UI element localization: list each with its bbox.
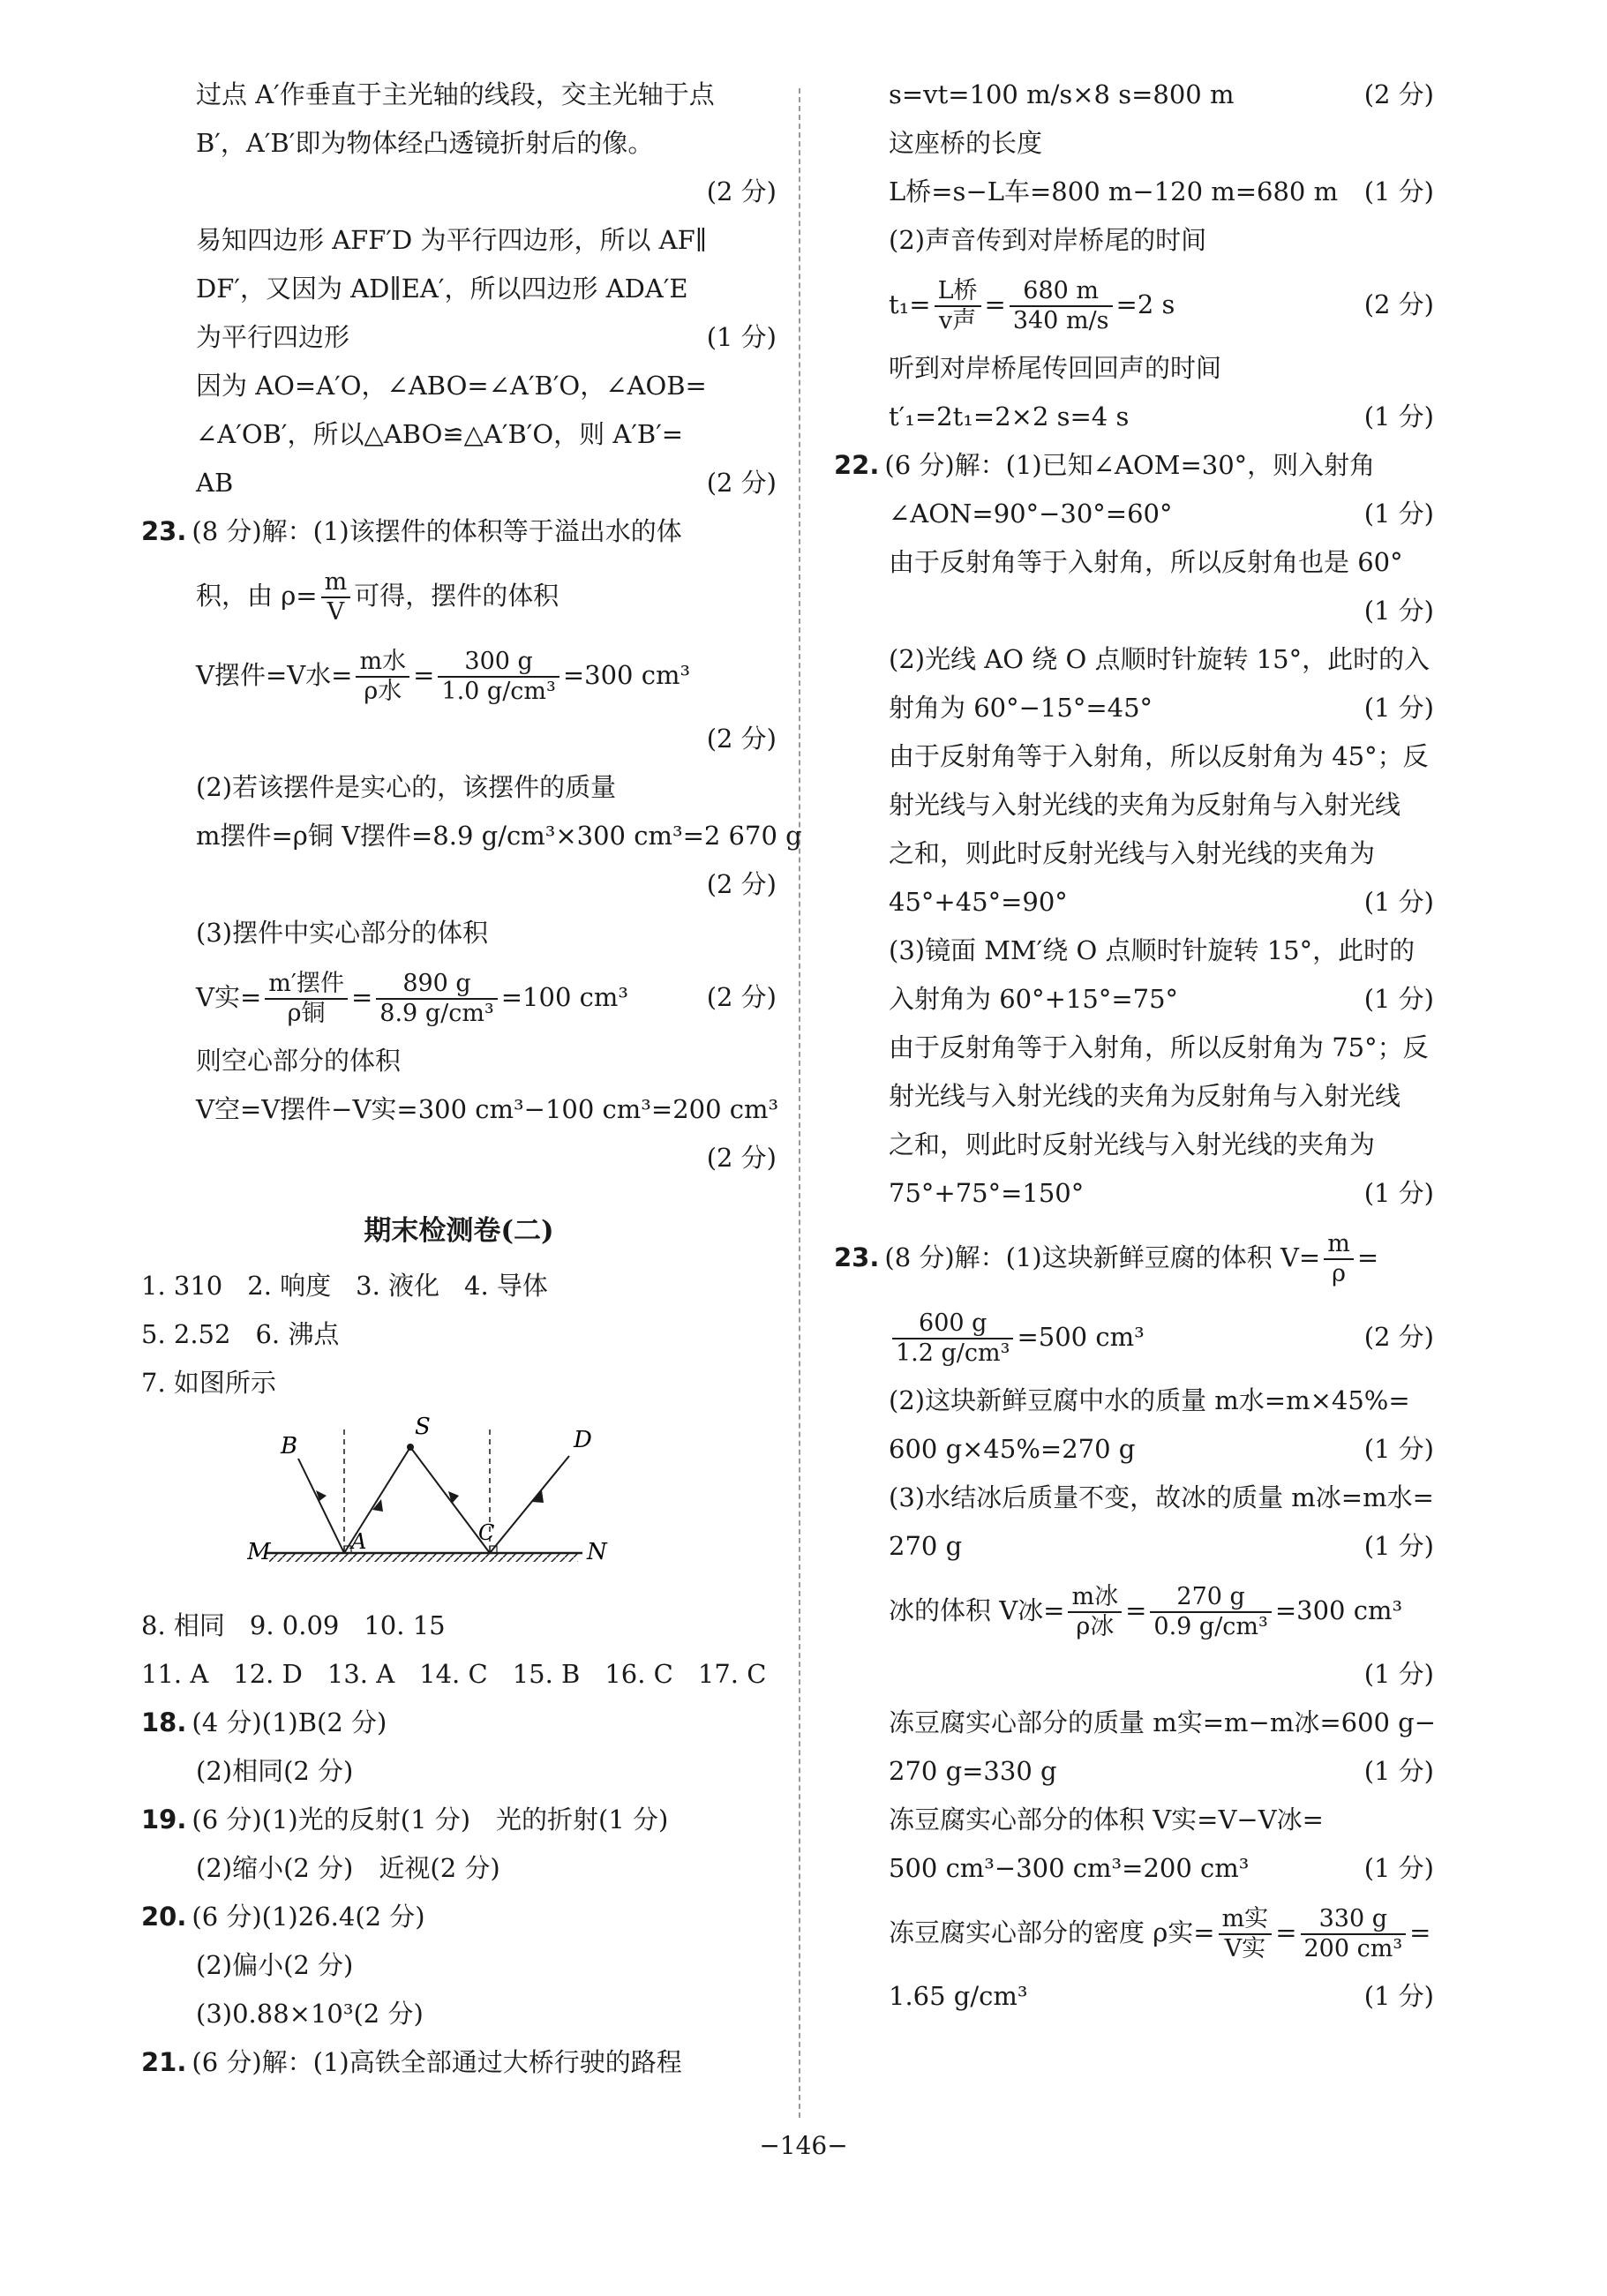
text-line: 听到对岸桥尾传回回声的时间 xyxy=(889,353,1222,383)
points: (1 分) xyxy=(1363,1434,1434,1464)
text-line xyxy=(834,587,1434,635)
text-line: (3)镜面 MM′绕 O 点顺时针旋转 15°，此时的 xyxy=(889,935,1416,965)
formula-line: V实= $\frac{\text{m′摆件}}{\text{ρ铜}}$ = $\frac{890 g}{\text{8.9 g/cm³}}$ =100 cm³ (2 分) xyxy=(141,957,777,1037)
question-22: 22. (6 分)解：(1)已知∠AOM=30°，则入射角 xyxy=(834,450,1376,480)
left-column xyxy=(141,71,802,2087)
text-line: 之和，则此时反射光线与入射光线的夹角为 xyxy=(889,1129,1376,1159)
text-line: (3)0.88×10³(2 分) xyxy=(196,1999,424,2029)
text-line: 270 g (1 分) xyxy=(834,1522,1434,1571)
ray-c-d xyxy=(490,1456,569,1553)
text-line: 由于反射角等于入射角，所以反射角也是 60° xyxy=(889,547,1403,577)
points: (2 分) xyxy=(1363,1322,1434,1352)
text-line: B′，A′B′即为物体经凸透镜折射后的像。 xyxy=(196,128,654,158)
text-line: 因为 AO=A′O，∠ABO=∠A′B′O，∠AOB= xyxy=(196,371,707,401)
question-number: 23. xyxy=(141,516,187,546)
text-line: (3)摆件中实心部分的体积 xyxy=(196,918,489,948)
text-line: ∠AON=90°−30°=60° (1 分) xyxy=(834,490,1434,538)
text-line: (2)声音传到对岸桥尾的时间 xyxy=(889,225,1207,255)
text-line: 积，由 ρ= $\frac{m}{V}$ 可得，摆件的体积 xyxy=(196,567,559,626)
text-line: (2)若该摆件是实心的，该摆件的质量 xyxy=(196,772,617,802)
points: (1 分) xyxy=(1363,499,1434,529)
points: (2 分) xyxy=(706,1143,777,1173)
question-21: 21. (6 分)解：(1)高铁全部通过大桥行驶的路程 xyxy=(141,2047,682,2077)
text-line: 冻豆腐实心部分的质量 m实=m−m冰=600 g− xyxy=(889,1707,1437,1737)
points: (2 分) xyxy=(706,724,777,754)
points: (1 分) xyxy=(1363,1756,1434,1786)
points: (1 分) xyxy=(1363,401,1434,431)
formula-line: V摆件=V水= $\frac{\text{m水}}{\text{ρ水}}$ = $\frac{300 g}{\text{1.0 g/cm³}}$ =300 cm³ xyxy=(196,647,691,705)
text-line xyxy=(834,1650,1434,1699)
label-d: D xyxy=(574,1427,592,1453)
points: (1 分) xyxy=(1363,1853,1434,1883)
text-line: 500 cm³−300 cm³=200 cm³ (1 分) xyxy=(834,1844,1434,1893)
label-b: B xyxy=(281,1433,298,1459)
text-line xyxy=(141,1134,777,1182)
reflection-figure xyxy=(141,1407,777,1602)
fraction: $\frac{330 g}{\text{200 cm³}}$ xyxy=(1301,1905,1407,1964)
points: (1 分) xyxy=(1363,1531,1434,1561)
points: (1 分) xyxy=(1363,984,1434,1014)
fraction: $\frac{\text{m水}}{\text{ρ水}}$ xyxy=(356,648,409,707)
ray-a-b xyxy=(298,1459,344,1553)
section-title: 期末检测卷(二) xyxy=(364,1215,554,1247)
text-line: 射光线与入射光线的夹角为反射角与入射光线 xyxy=(889,790,1401,820)
points: (1 分) xyxy=(1363,1981,1434,2011)
points: (1 分) xyxy=(1363,887,1434,917)
text-line: DF′，又因为 AD∥EA′，所以四边形 ADA′E xyxy=(196,274,688,304)
points: (2 分) xyxy=(706,468,777,498)
text-line: (2)缩小(2 分) 近视(2 分) xyxy=(196,1853,500,1883)
formula-line: 冰的体积 V冰= $\frac{\text{m冰}}{\text{ρ冰}}$ = $\frac{270 g}{\text{0.9 g/cm³}}$ =300 cm³ xyxy=(889,1582,1403,1640)
text-line: 射光线与入射光线的夹角为反射角与入射光线 xyxy=(889,1081,1401,1111)
label-s: S xyxy=(415,1414,431,1440)
points: (1 分) xyxy=(1363,693,1434,723)
text-line: (2)偏小(2 分) xyxy=(196,1950,354,1980)
answer-row: 1. 310 2. 响度 3. 液化 4. 导体 xyxy=(141,1271,548,1301)
fraction: $\frac{890 g}{\text{8.9 g/cm³}}$ xyxy=(376,970,497,1029)
text-line: 45°+45°=90° (1 分) xyxy=(834,878,1434,927)
text-line xyxy=(141,715,777,763)
page-number: −146− xyxy=(759,2131,848,2160)
text-line: 之和，则此时反射光线与入射光线的夹角为 xyxy=(889,838,1376,868)
question-19: 19. (6 分)(1)光的反射(1 分) 光的折射(1 分) xyxy=(141,1805,669,1835)
text-line: (2)相同(2 分) xyxy=(196,1756,354,1786)
points: (1 分) xyxy=(1363,596,1434,626)
question-23-right: 23. (8 分)解：(1)这块新鲜豆腐的体积 V= $\frac{m}{\rho}$ = xyxy=(834,1229,1379,1287)
text-line: (2)光线 AO 绕 O 点顺时针旋转 15°，此时的入 xyxy=(889,644,1431,674)
text-line: 为平行四边形 (1 分) xyxy=(141,313,777,362)
formula-line: t′₁=2t₁=2×2 s=4 s (1 分) xyxy=(834,393,1434,441)
question-20: 20. (6 分)(1)26.4(2 分) xyxy=(141,1902,425,1932)
points: (1 分) xyxy=(1363,1178,1434,1208)
arrow-c-d xyxy=(531,1490,544,1503)
points: (2 分) xyxy=(1363,79,1434,109)
text-line xyxy=(141,168,777,216)
points: (1 分) xyxy=(1363,176,1434,206)
text-line: 则空心部分的体积 xyxy=(196,1046,402,1076)
fraction: $\frac{600 g}{\text{1.2 g/cm³}}$ xyxy=(892,1309,1013,1369)
point-s xyxy=(407,1444,414,1451)
fraction: $\frac{m}{\rho}$ xyxy=(1324,1230,1354,1289)
formula-line: m摆件=ρ铜 V摆件=8.9 g/cm³×300 cm³=2 670 g xyxy=(196,821,802,851)
fraction: $\frac{270 g}{\text{0.9 g/cm³}}$ xyxy=(1150,1583,1271,1642)
formula-line: V空=V摆件−V实=300 cm³−100 cm³=200 cm³ xyxy=(196,1094,779,1124)
answer-row: 5. 2.52 6. 沸点 xyxy=(141,1319,340,1349)
text-line: 过点 A′作垂直于主光轴的线段，交主光轴于点 xyxy=(196,79,715,109)
text-line: 冻豆腐实心部分的体积 V实=V−V冰= xyxy=(889,1805,1324,1835)
text-line: 600 g×45%=270 g (1 分) xyxy=(834,1425,1434,1474)
right-column xyxy=(834,71,1437,2021)
answer-row: 11. A 12. D 13. A 14. C 15. B 16. C 17. C xyxy=(141,1659,767,1689)
points: (1 分) xyxy=(1363,1659,1434,1689)
text-line: 270 g=330 g (1 分) xyxy=(834,1747,1434,1796)
formula-line: $\frac{600 g}{\text{1.2 g/cm³}}$ =500 cm³ (2 分) xyxy=(834,1297,1434,1377)
fraction: $\frac{680 m}{340 m/s}$ xyxy=(1010,277,1113,336)
points: (2 分) xyxy=(706,982,777,1012)
text-line: 射角为 60°−15°=45° (1 分) xyxy=(834,684,1434,732)
points: (2 分) xyxy=(706,869,777,899)
text-line: AB (2 分) xyxy=(141,459,777,507)
fraction: $\frac{\text{m冰}}{\text{ρ冰}}$ xyxy=(1068,1583,1122,1642)
label-n: N xyxy=(587,1539,607,1565)
label-c: C xyxy=(478,1520,495,1545)
text-line: 这座桥的长度 xyxy=(889,128,1043,158)
text-line: (2)这块新鲜豆腐中水的质量 m水=m×45%= xyxy=(889,1385,1410,1415)
points: (2 分) xyxy=(1363,289,1434,319)
text-line: 由于反射角等于入射角，所以反射角为 75°；反 xyxy=(889,1032,1429,1062)
fraction: $\frac{\text{L桥}}{\text{v声}}$ xyxy=(935,277,981,336)
answer-row: 8. 相同 9. 0.09 10. 15 xyxy=(141,1610,446,1640)
formula-line: t₁= $\frac{\text{L桥}}{\text{v声}}$ = $\frac{680 m}{340 m/s}$ =2 s (2 分) xyxy=(834,265,1434,344)
text-line xyxy=(141,860,777,909)
fraction: $\frac{300 g}{\text{1.0 g/cm³}}$ xyxy=(438,648,559,707)
text-line: 易知四边形 AFF′D 为平行四边形，所以 AF∥ xyxy=(196,225,708,255)
points: (1 分) xyxy=(706,322,777,352)
text-line: 由于反射角等于入射角，所以反射角为 45°；反 xyxy=(889,741,1429,771)
fraction: $\frac{\text{m实}}{\text{V实}}$ xyxy=(1219,1905,1273,1964)
formula-line: L桥=s−L车=800 m−120 m=680 m (1 分) xyxy=(834,168,1434,216)
points: (2 分) xyxy=(706,176,777,206)
label-a: A xyxy=(351,1529,367,1554)
text-line: (3)水结冰后质量不变，故冰的质量 m冰=m水= xyxy=(889,1482,1434,1512)
answer-row: 7. 如图所示 xyxy=(141,1368,276,1398)
fraction: $\frac{\text{m′摆件}}{\text{ρ铜}}$ xyxy=(265,970,348,1029)
column-divider xyxy=(799,88,800,2118)
text-line: 75°+75°=150° (1 分) xyxy=(834,1169,1434,1218)
text-line: ∠A′OB′，所以△ABO≌△A′B′O，则 A′B′= xyxy=(196,419,684,449)
formula-line: 冻豆腐实心部分的密度 ρ实= $\frac{\text{m实}}{\text{V实}}$ = $\frac{330 g}{\text{200 cm³}}$ = xyxy=(889,1904,1431,1962)
label-m: M xyxy=(247,1539,271,1565)
text-line: 入射角为 60°+15°=75° (1 分) xyxy=(834,975,1434,1024)
mirror-hatch xyxy=(269,1554,578,1562)
question-18: 18. (4 分)(1)B(2 分) xyxy=(141,1707,387,1737)
text-line: 1.65 g/cm³ (1 分) xyxy=(834,1972,1434,2021)
arrow-s-c xyxy=(448,1491,459,1504)
reflection-diagram xyxy=(247,1407,618,1593)
fraction: $\frac{m}{V}$ xyxy=(321,568,351,627)
formula-line: s=vt=100 m/s×8 s=800 m (2 分) xyxy=(834,71,1434,119)
question-23: 23. (8 分)解：(1)该摆件的体积等于溢出水的体 xyxy=(141,516,682,546)
